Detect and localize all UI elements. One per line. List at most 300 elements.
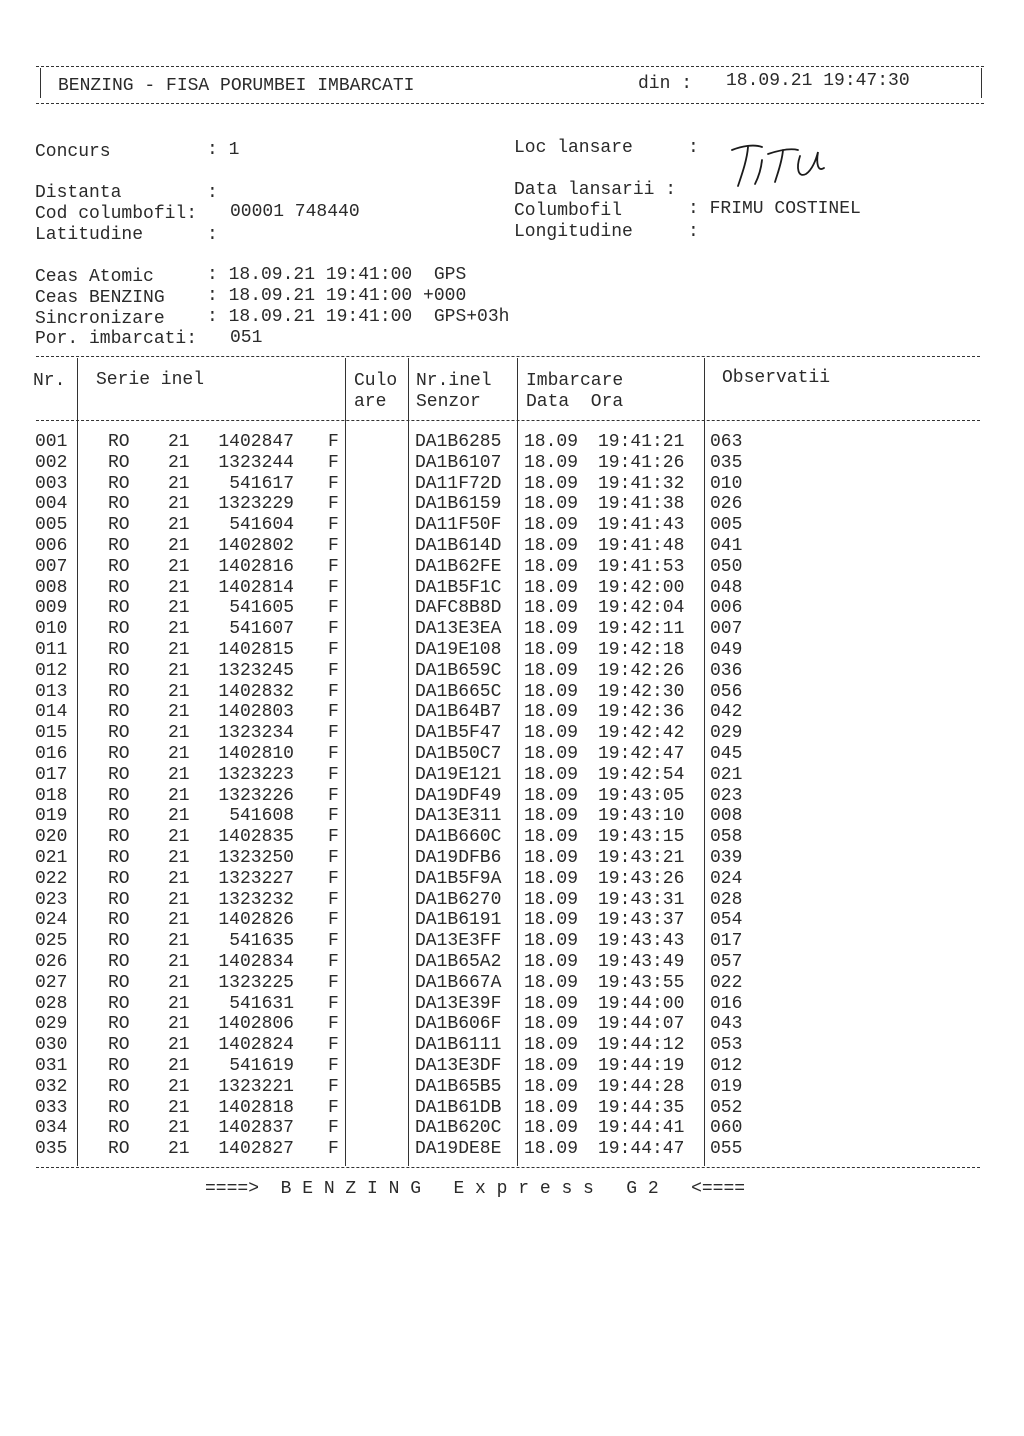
cell-ring: 541619 xyxy=(229,1056,294,1076)
cell-observatii: 049 xyxy=(710,640,743,660)
cell-year: 21 xyxy=(168,660,190,681)
cell-date: 18.09 xyxy=(524,619,579,640)
cell-year: 21 xyxy=(168,952,190,972)
cell-time: 19:43:26 xyxy=(598,868,685,889)
cell-observatii: 056 xyxy=(710,681,743,702)
cell-observatii: 048 xyxy=(710,577,743,598)
cell-ring: 1402835 xyxy=(218,827,294,848)
cell-ring: 1323229 xyxy=(218,494,294,515)
cell-sensor: DA13E39F xyxy=(415,993,502,1014)
concurs-value: : 1 xyxy=(207,140,240,160)
data-lansarii-label: Data lansarii : xyxy=(514,180,677,200)
cell-time: 19:43:05 xyxy=(598,785,685,806)
cell-sex: F xyxy=(328,744,339,764)
page-title: BENZING - FISA PORUMBEI IMBARCATI xyxy=(58,76,415,96)
cell-observatii: 022 xyxy=(710,972,743,993)
cell-sex: F xyxy=(328,536,339,556)
table-row xyxy=(0,848,760,869)
cell-sex: F xyxy=(328,785,339,806)
cell-date: 18.09 xyxy=(524,910,579,931)
table-row xyxy=(0,952,760,973)
cell-observatii: 045 xyxy=(710,744,743,764)
cell-year: 21 xyxy=(168,1139,190,1160)
columbofil-value: : FRIMU COSTINEL xyxy=(688,199,861,219)
cell-year: 21 xyxy=(168,556,190,577)
cell-country: RO xyxy=(108,972,130,993)
cell-year: 21 xyxy=(168,681,190,702)
table-row xyxy=(0,827,760,848)
cell-time: 19:44:41 xyxy=(598,1118,685,1139)
cell-sex: F xyxy=(328,1076,339,1097)
cell-nr: 006 xyxy=(35,536,68,556)
table-body xyxy=(0,432,760,1167)
cell-observatii: 019 xyxy=(710,1076,743,1097)
cell-year: 21 xyxy=(168,536,190,556)
cell-nr: 003 xyxy=(35,473,68,494)
cell-nr: 013 xyxy=(35,681,68,702)
cell-country: RO xyxy=(108,910,130,931)
cell-observatii: 021 xyxy=(710,764,743,785)
table-top-rule xyxy=(36,356,980,357)
cell-country: RO xyxy=(108,598,130,619)
longitudine-label: Longitudine xyxy=(514,222,633,242)
cell-sex: F xyxy=(328,473,339,494)
cod-columbofil-label: Cod columbofil: xyxy=(35,204,198,224)
table-row xyxy=(0,931,760,952)
cell-observatii: 054 xyxy=(710,910,743,931)
cell-ring: 1323232 xyxy=(218,889,294,910)
table-row xyxy=(0,994,760,1015)
cell-ring: 1402806 xyxy=(218,1014,294,1035)
cell-sex: F xyxy=(328,723,339,744)
cell-date: 18.09 xyxy=(524,681,579,702)
cell-sex: F xyxy=(328,640,339,660)
cell-observatii: 041 xyxy=(710,536,743,556)
cell-year: 21 xyxy=(168,1118,190,1139)
table-row xyxy=(0,494,760,515)
cell-date: 18.09 xyxy=(524,660,579,681)
cell-observatii: 016 xyxy=(710,993,743,1014)
cell-sensor: DA19DE8E xyxy=(415,1139,502,1160)
cell-sensor: DA1B50C7 xyxy=(415,744,502,764)
table-row xyxy=(0,557,760,578)
cell-time: 19:43:10 xyxy=(598,806,685,827)
cell-year: 21 xyxy=(168,910,190,931)
cell-time: 19:42:36 xyxy=(598,702,685,723)
table-row xyxy=(0,515,760,536)
cell-sex: F xyxy=(328,910,339,931)
cell-sex: F xyxy=(328,681,339,702)
cell-observatii: 036 xyxy=(710,660,743,681)
table-row xyxy=(0,723,760,744)
cell-observatii: 050 xyxy=(710,556,743,577)
table-row xyxy=(0,474,760,495)
cell-sensor: DA1B65B5 xyxy=(415,1076,502,1097)
cell-ring: 1402837 xyxy=(218,1118,294,1139)
table-row xyxy=(0,890,760,911)
cell-year: 21 xyxy=(168,827,190,848)
cell-country: RO xyxy=(108,619,130,640)
cell-sensor: DA1B62FE xyxy=(415,556,502,577)
cell-time: 19:41:21 xyxy=(598,432,685,452)
cell-time: 19:42:11 xyxy=(598,619,685,640)
cell-time: 19:42:42 xyxy=(598,723,685,744)
cell-date: 18.09 xyxy=(524,1035,579,1056)
cell-country: RO xyxy=(108,1139,130,1160)
cell-observatii: 052 xyxy=(710,1097,743,1118)
cod-columbofil-value: 00001 748440 xyxy=(230,202,360,222)
cell-sex: F xyxy=(328,952,339,972)
cell-observatii: 060 xyxy=(710,1118,743,1139)
footer-banner: ====> B E N Z I N G E x p r e s s G 2 <==== xyxy=(205,1179,746,1199)
cell-sensor: DA13E311 xyxy=(415,806,502,827)
cell-time: 19:44:07 xyxy=(598,1014,685,1035)
header-observatii: Observatii xyxy=(722,368,831,388)
header-serie-inel: Serie inel xyxy=(96,370,205,390)
cell-observatii: 039 xyxy=(710,848,743,868)
cell-country: RO xyxy=(108,1014,130,1035)
header-top-rule xyxy=(36,66,984,67)
cell-time: 19:41:38 xyxy=(598,494,685,515)
cell-time: 19:41:53 xyxy=(598,556,685,577)
cell-ring: 541631 xyxy=(229,993,294,1014)
cell-nr: 005 xyxy=(35,515,68,536)
cell-country: RO xyxy=(108,931,130,952)
latitudine-colon: : xyxy=(207,225,218,245)
cell-sensor: DA1B6159 xyxy=(415,494,502,515)
cell-ring: 541608 xyxy=(229,806,294,827)
cell-sensor: DA1B6191 xyxy=(415,910,502,931)
cell-year: 21 xyxy=(168,723,190,744)
cell-year: 21 xyxy=(168,744,190,764)
cell-year: 21 xyxy=(168,1014,190,1035)
cell-time: 19:43:55 xyxy=(598,972,685,993)
cell-time: 19:44:12 xyxy=(598,1035,685,1056)
cell-observatii: 035 xyxy=(710,452,743,473)
cell-country: RO xyxy=(108,1035,130,1056)
cell-date: 18.09 xyxy=(524,889,579,910)
cell-time: 19:41:26 xyxy=(598,452,685,473)
cell-country: RO xyxy=(108,889,130,910)
cell-sensor: DA1B6285 xyxy=(415,432,502,452)
cell-sex: F xyxy=(328,1097,339,1118)
cell-sex: F xyxy=(328,931,339,952)
concurs-label: Concurs xyxy=(35,142,111,162)
cell-year: 21 xyxy=(168,806,190,827)
cell-ring: 1402826 xyxy=(218,910,294,931)
din-label: din : xyxy=(638,74,693,94)
cell-year: 21 xyxy=(168,640,190,660)
table-row xyxy=(0,973,760,994)
cell-country: RO xyxy=(108,806,130,827)
header-left-bar xyxy=(40,68,41,98)
header-bottom-rule xyxy=(36,103,984,104)
cell-nr: 016 xyxy=(35,744,68,764)
cell-year: 21 xyxy=(168,452,190,473)
cell-sensor: DA1B6270 xyxy=(415,889,502,910)
cell-sex: F xyxy=(328,1139,339,1160)
cell-nr: 010 xyxy=(35,619,68,640)
distanta-label: Distanta xyxy=(35,183,122,203)
cell-ring: 1402818 xyxy=(218,1097,294,1118)
cell-nr: 021 xyxy=(35,848,68,868)
cell-nr: 022 xyxy=(35,868,68,889)
cell-ring: 1323226 xyxy=(218,785,294,806)
cell-observatii: 012 xyxy=(710,1056,743,1076)
cell-sex: F xyxy=(328,452,339,473)
cell-observatii: 017 xyxy=(710,931,743,952)
cell-observatii: 007 xyxy=(710,619,743,640)
cell-country: RO xyxy=(108,744,130,764)
cell-sex: F xyxy=(328,494,339,515)
cell-nr: 029 xyxy=(35,1014,68,1035)
cell-ring: 1402827 xyxy=(218,1139,294,1160)
cell-nr: 035 xyxy=(35,1139,68,1160)
cell-date: 18.09 xyxy=(524,1076,579,1097)
cell-time: 19:44:28 xyxy=(598,1076,685,1097)
cell-nr: 018 xyxy=(35,785,68,806)
cell-ring: 1402803 xyxy=(218,702,294,723)
cell-time: 19:42:54 xyxy=(598,764,685,785)
cell-time: 19:43:15 xyxy=(598,827,685,848)
cell-nr: 001 xyxy=(35,432,68,452)
cell-date: 18.09 xyxy=(524,785,579,806)
cell-observatii: 023 xyxy=(710,785,743,806)
cell-nr: 009 xyxy=(35,598,68,619)
cell-year: 21 xyxy=(168,598,190,619)
cell-sensor: DA1B660C xyxy=(415,827,502,848)
cell-observatii: 026 xyxy=(710,494,743,515)
cell-sensor: DA1B659C xyxy=(415,660,502,681)
cell-year: 21 xyxy=(168,931,190,952)
cell-nr: 023 xyxy=(35,889,68,910)
cell-sensor: DA19E108 xyxy=(415,640,502,660)
cell-observatii: 005 xyxy=(710,515,743,536)
cell-time: 19:44:19 xyxy=(598,1056,685,1076)
cell-country: RO xyxy=(108,660,130,681)
cell-time: 19:41:32 xyxy=(598,473,685,494)
cell-date: 18.09 xyxy=(524,494,579,515)
cell-nr: 033 xyxy=(35,1097,68,1118)
ceas-atomic-label: Ceas Atomic xyxy=(35,267,154,287)
cell-country: RO xyxy=(108,432,130,452)
cell-ring: 541604 xyxy=(229,515,294,536)
cell-time: 19:44:47 xyxy=(598,1139,685,1160)
cell-country: RO xyxy=(108,848,130,868)
ceas-benzing-label: Ceas BENZING xyxy=(35,288,165,308)
cell-ring: 1323250 xyxy=(218,848,294,868)
cell-date: 18.09 xyxy=(524,1118,579,1139)
cell-sensor: DA1B614D xyxy=(415,536,502,556)
cell-ring: 1402802 xyxy=(218,536,294,556)
cell-country: RO xyxy=(108,536,130,556)
cell-sensor: DA1B620C xyxy=(415,1118,502,1139)
cell-date: 18.09 xyxy=(524,806,579,827)
cell-observatii: 057 xyxy=(710,952,743,972)
cell-sex: F xyxy=(328,598,339,619)
cell-country: RO xyxy=(108,452,130,473)
cell-nr: 028 xyxy=(35,993,68,1014)
header-datetime: 18.09.21 19:47:30 xyxy=(726,71,910,91)
cell-country: RO xyxy=(108,640,130,660)
cell-sensor: DA13E3EA xyxy=(415,619,502,640)
cell-observatii: 028 xyxy=(710,889,743,910)
cell-sensor: DA1B61DB xyxy=(415,1097,502,1118)
cell-country: RO xyxy=(108,494,130,515)
cell-nr: 026 xyxy=(35,952,68,972)
handwritten-loc-titu xyxy=(728,138,838,194)
cell-nr: 017 xyxy=(35,764,68,785)
cell-nr: 002 xyxy=(35,452,68,473)
cell-date: 18.09 xyxy=(524,702,579,723)
table-row xyxy=(0,598,760,619)
cell-observatii: 006 xyxy=(710,598,743,619)
cell-date: 18.09 xyxy=(524,640,579,660)
table-row xyxy=(0,806,760,827)
table-row xyxy=(0,786,760,807)
cell-year: 21 xyxy=(168,1035,190,1056)
cell-observatii: 063 xyxy=(710,432,743,452)
cell-observatii: 043 xyxy=(710,1014,743,1035)
cell-sensor: DA13E3DF xyxy=(415,1056,502,1076)
cell-year: 21 xyxy=(168,577,190,598)
cell-sensor: DA11F72D xyxy=(415,473,502,494)
cell-sex: F xyxy=(328,619,339,640)
cell-sex: F xyxy=(328,827,339,848)
cell-ring: 541635 xyxy=(229,931,294,952)
table-row xyxy=(0,640,760,661)
cell-sensor: DA1B65A2 xyxy=(415,952,502,972)
cell-ring: 1402834 xyxy=(218,952,294,972)
cell-time: 19:43:49 xyxy=(598,952,685,972)
cell-ring: 1323245 xyxy=(218,660,294,681)
table-row xyxy=(0,1077,760,1098)
table-row xyxy=(0,910,760,931)
table-row xyxy=(0,765,760,786)
cell-date: 18.09 xyxy=(524,1056,579,1076)
cell-time: 19:42:47 xyxy=(598,744,685,764)
header-nr: Nr. xyxy=(33,371,66,391)
table-row xyxy=(0,1056,760,1077)
cell-time: 19:41:48 xyxy=(598,536,685,556)
cell-sensor: DA1B665C xyxy=(415,681,502,702)
table-row xyxy=(0,1014,760,1035)
cell-ring: 1323225 xyxy=(218,972,294,993)
cell-ring: 1402847 xyxy=(218,432,294,452)
distanta-colon: : xyxy=(207,183,218,203)
table-row xyxy=(0,661,760,682)
cell-date: 18.09 xyxy=(524,848,579,868)
table-row xyxy=(0,1118,760,1139)
table-row xyxy=(0,1098,760,1119)
sincronizare-label: Sincronizare xyxy=(35,309,165,329)
cell-ring: 541605 xyxy=(229,598,294,619)
cell-time: 19:43:21 xyxy=(598,848,685,868)
header-data-ora: Data Ora xyxy=(526,392,624,412)
cell-sensor: DAFC8B8D xyxy=(415,598,502,619)
cell-date: 18.09 xyxy=(524,723,579,744)
cell-sex: F xyxy=(328,868,339,889)
cell-country: RO xyxy=(108,1118,130,1139)
header-culo: Culo xyxy=(354,371,398,391)
cell-year: 21 xyxy=(168,473,190,494)
ceas-benzing-value: : 18.09.21 19:41:00 +000 xyxy=(207,286,467,306)
cell-nr: 030 xyxy=(35,1035,68,1056)
cell-observatii: 058 xyxy=(710,827,743,848)
cell-country: RO xyxy=(108,827,130,848)
cell-sex: F xyxy=(328,556,339,577)
header-right-bar xyxy=(981,68,982,98)
cell-date: 18.09 xyxy=(524,764,579,785)
cell-nr: 008 xyxy=(35,577,68,598)
cell-ring: 1402816 xyxy=(218,556,294,577)
cell-ring: 1323244 xyxy=(218,452,294,473)
cell-time: 19:42:30 xyxy=(598,681,685,702)
cell-ring: 1323223 xyxy=(218,764,294,785)
cell-sensor: DA1B6107 xyxy=(415,452,502,473)
cell-nr: 031 xyxy=(35,1056,68,1076)
table-row xyxy=(0,578,760,599)
cell-year: 21 xyxy=(168,972,190,993)
cell-date: 18.09 xyxy=(524,432,579,452)
ceas-atomic-value: : 18.09.21 19:41:00 GPS xyxy=(207,265,467,285)
cell-observatii: 029 xyxy=(710,723,743,744)
cell-time: 19:41:43 xyxy=(598,515,685,536)
cell-ring: 541607 xyxy=(229,619,294,640)
cell-sex: F xyxy=(328,515,339,536)
cell-year: 21 xyxy=(168,702,190,723)
cell-ring: 541617 xyxy=(229,473,294,494)
cell-sensor: DA13E3FF xyxy=(415,931,502,952)
cell-observatii: 053 xyxy=(710,1035,743,1056)
cell-year: 21 xyxy=(168,993,190,1014)
cell-sensor: DA1B5F47 xyxy=(415,723,502,744)
cell-observatii: 024 xyxy=(710,868,743,889)
header-imbarcare: Imbarcare xyxy=(526,371,624,391)
cell-date: 18.09 xyxy=(524,931,579,952)
cell-sensor: DA19E121 xyxy=(415,764,502,785)
cell-year: 21 xyxy=(168,764,190,785)
table-row xyxy=(0,702,760,723)
cell-country: RO xyxy=(108,1097,130,1118)
cell-year: 21 xyxy=(168,868,190,889)
header-culoare-cont: are xyxy=(354,392,387,412)
cell-sex: F xyxy=(328,993,339,1014)
columbofil-label: Columbofil xyxy=(514,201,623,221)
cell-year: 21 xyxy=(168,1076,190,1097)
cell-nr: 027 xyxy=(35,972,68,993)
cell-time: 19:43:31 xyxy=(598,889,685,910)
table-row xyxy=(0,1139,760,1160)
table-row xyxy=(0,869,760,890)
cell-date: 18.09 xyxy=(524,536,579,556)
cell-nr: 004 xyxy=(35,494,68,515)
header-nr-inel: Nr.inel xyxy=(416,371,492,391)
cell-time: 19:43:43 xyxy=(598,931,685,952)
cell-year: 21 xyxy=(168,1097,190,1118)
cell-ring: 1323234 xyxy=(218,723,294,744)
table-header-rule xyxy=(36,420,980,421)
cell-nr: 015 xyxy=(35,723,68,744)
cell-country: RO xyxy=(108,473,130,494)
table-row xyxy=(0,453,760,474)
latitudine-label: Latitudine xyxy=(35,225,144,245)
cell-country: RO xyxy=(108,515,130,536)
cell-sensor: DA1B6111 xyxy=(415,1035,502,1056)
cell-time: 19:42:00 xyxy=(598,577,685,598)
cell-sensor: DA19DFB6 xyxy=(415,848,502,868)
cell-time: 19:43:37 xyxy=(598,910,685,931)
